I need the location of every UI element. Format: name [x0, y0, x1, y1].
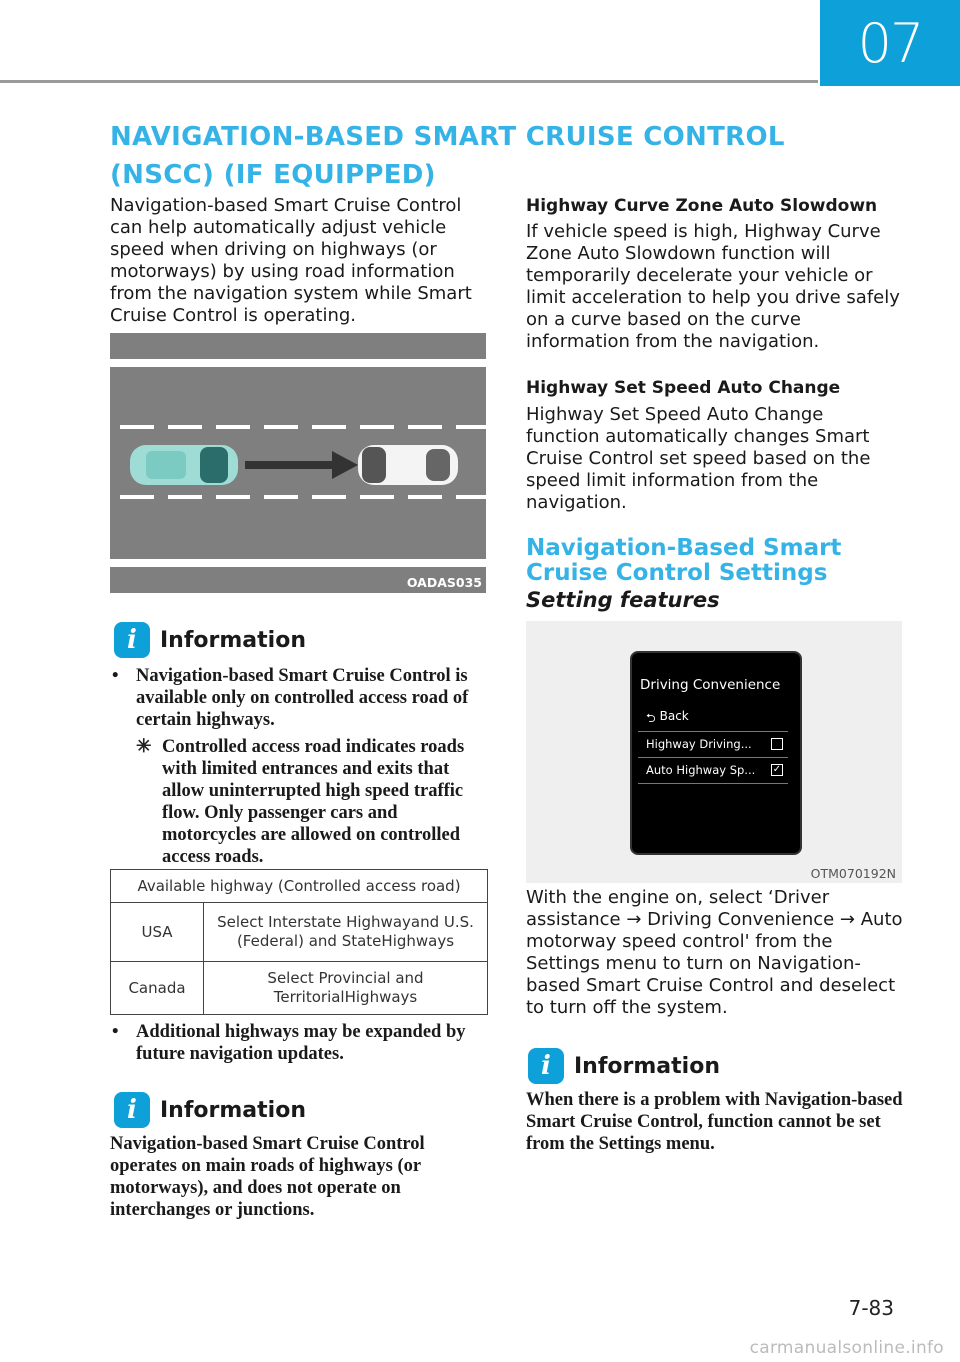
info2-heading-row: [114, 1092, 306, 1128]
highway-table-wrap: [110, 869, 488, 1015]
screen-title: Driving Convenience: [640, 677, 781, 693]
checkbox-checked-icon: ✓: [772, 764, 782, 775]
leading-car: [358, 445, 458, 485]
information-icon: i: [114, 622, 150, 658]
table-cell-country: USA: [111, 903, 204, 962]
figure-road-diagram: [110, 333, 486, 593]
info1-heading-row: [114, 622, 306, 658]
divider: [638, 757, 788, 758]
header-rule: [0, 80, 818, 83]
back-arrow-icon: ⮌: [646, 711, 656, 725]
info1-bullet2: Additional highways may be expanded by future navigation updates.: [136, 1022, 466, 1064]
page-title: NAVIGATION-BASED SMART CRUISE CONTROL (NSCC) (IF EQUIPPED): [110, 122, 785, 190]
setspeed-text: Highway Set Speed Auto Change function automatically changes Smart Cruise Control set speed based on the speed limit information from the navigation.: [526, 404, 871, 513]
curve-heading: Highway Curve Zone Auto Slowdown: [526, 196, 878, 216]
info1-heading: Information: [160, 627, 306, 653]
figure1-caption: OADAS035: [406, 575, 482, 590]
info2-heading: Information: [160, 1097, 306, 1123]
following-car: [130, 445, 238, 485]
road-illustration: [110, 333, 486, 593]
note-mark: ✳: [136, 737, 152, 757]
divider: [638, 783, 788, 784]
curve-text: If vehicle speed is high, Highway Curve Zone Auto Slowdown function will temporarily decelerate your vehicle or limit acceleration to help you drive safely on a curve based on the curve information from the navigation.: [526, 221, 900, 352]
info2-text: Navigation-based Smart Cruise Control operates on main roads of highways (or motorways), and does not operate on interchanges or junctions.: [110, 1134, 425, 1220]
divider: [638, 731, 788, 732]
intro-paragraph: Navigation-based Smart Cruise Control can help automatically adjust vehicle speed when driving on highways (or motorways) by using road information from the navigation system while Smart Cruise Control is operating.: [110, 195, 472, 326]
bullet-dot: •: [112, 1022, 119, 1042]
information-icon: i: [114, 1092, 150, 1128]
table-row: [111, 962, 488, 1015]
figure2-caption: OTM070192N: [810, 866, 896, 881]
setspeed-heading: Highway Set Speed Auto Change: [526, 378, 841, 398]
info3-text: When there is a problem with Navigation-based Smart Cruise Control, function cannot be set from the Settings menu.: [526, 1090, 903, 1154]
screen-item1: Highway Driving...: [646, 737, 752, 751]
information-icon: i: [528, 1048, 564, 1084]
highway-table: [110, 869, 488, 1015]
cluster-display: [630, 651, 802, 855]
page-number: 7-83: [848, 1296, 894, 1320]
info1-note: Controlled access road indicates roads with limited entrances and exits that allow uninterrupted high speed traffic flow. Only passenger cars and motorcycles are allowed on controlled access roads.: [162, 737, 465, 867]
table-cell-value: Select Provincial and TerritorialHighways: [204, 962, 488, 1015]
table-cell-value: Select Interstate Highwayand U.S. (Federal) and StateHighways: [204, 903, 488, 962]
back-row: [646, 709, 689, 730]
table-cell-country: Canada: [111, 962, 204, 1015]
info1-bullet1: Navigation-based Smart Cruise Control is available only on controlled access road of certain highways.: [136, 666, 469, 730]
settings-heading: Navigation-Based Smart Cruise Control Settings: [526, 535, 842, 586]
setting-features-heading: Setting features: [526, 588, 720, 612]
bullet-dot: •: [112, 666, 119, 686]
info3-heading: Information: [574, 1053, 720, 1079]
table-row: [111, 903, 488, 962]
watermark: carmanualsonline.info: [749, 1338, 944, 1358]
figure-settings-screen: [526, 621, 902, 883]
settings-text: With the engine on, select ‘Driver assistance → Driving Convenience → Auto motorway speed control' from the Settings menu to turn on Navigation-based Smart Cruise Control and deselect to turn off the system.: [526, 887, 903, 1018]
info3-heading-row: [528, 1048, 720, 1084]
screen-back: Back: [659, 709, 689, 723]
chapter-tab: 07: [820, 0, 960, 86]
screen-item2: Auto Highway Sp...: [646, 763, 756, 777]
table-header: Available highway (Controlled access road): [111, 870, 488, 903]
checkbox-unchecked-icon: [771, 738, 783, 750]
